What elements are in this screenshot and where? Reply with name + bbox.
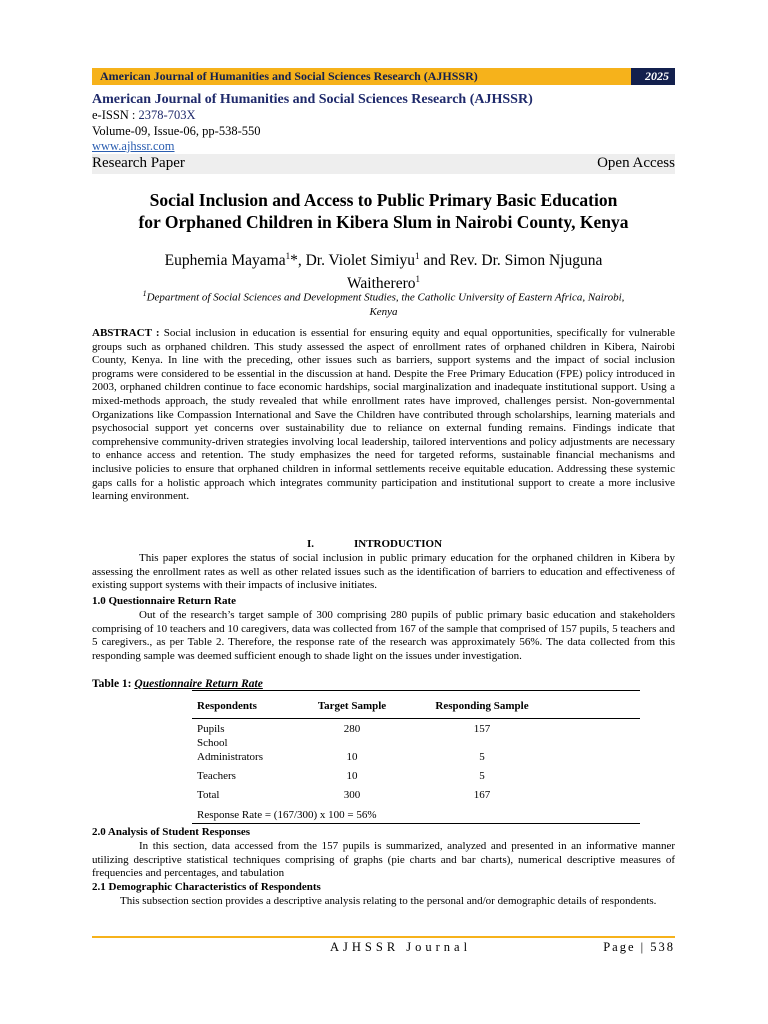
author-1: Euphemia Mayama	[164, 252, 286, 270]
journal-banner	[92, 68, 675, 85]
footer-rule	[92, 936, 675, 938]
author-3-surname: Waitherero	[347, 275, 416, 293]
header-respondents: Respondents	[197, 700, 257, 712]
header-responding: Responding Sample	[435, 700, 529, 712]
affiliation: $^1$Department of Social Sciences and Development Studies, the Catholic University of Eastern Africa, Nairobi, Kenya	[142, 289, 625, 318]
section-2-text: In this section, data accessed from the 157 pupils is summarized, analyzed and presented in an informative manner utilizing descriptive statistical techniques comprising of graphs (pie charts and bar charts), numerical descriptive measures of frequencies and percentages, and tabulation	[92, 840, 675, 880]
header-target: Target Sample	[317, 700, 387, 712]
title-line-2: for Orphaned Children in Kibera Slum in Nairobi County, Kenya	[138, 212, 629, 232]
banner-year: 2025	[631, 68, 675, 85]
abstract	[92, 327, 675, 504]
website-link[interactable]: www.ajhssr.com	[92, 139, 175, 153]
response-rate: Response Rate = (167/300) x 100 = 56%	[197, 809, 377, 821]
eissn	[92, 108, 195, 123]
intro-number: I.	[307, 538, 315, 550]
table-top-rule	[192, 690, 640, 691]
table-bottom-rule	[192, 823, 640, 824]
footer-journal: AJHSSR Journal	[330, 940, 472, 954]
eissn-value: 2378-703X	[138, 108, 196, 122]
intro-text: This paper explores the status of social inclusion in public primary education for the orphaned children in Kibera by assessing the enrollment rates as well as other related issues such as the identification of barriers to education and effectiveness of existing support systems with their impacts of inclusive initiates.	[92, 552, 675, 592]
section-2-1-text: This subsection section provides a descriptive analysis relating to the personal and/or demographic details of respondents.	[120, 895, 657, 907]
section-2-heading: 2.0 Analysis of Student Responses	[92, 826, 251, 838]
table-row: Pupils	[197, 723, 225, 735]
table-caption: Table 1: Questionnaire Return Rate	[92, 678, 263, 690]
footer-page-number: Page | 538	[603, 940, 675, 954]
table-row: Teachers	[197, 770, 236, 782]
section-2-1-heading: 2.1 Demographic Characteristics of Respondents	[92, 881, 321, 893]
paper-type: Research Paper	[92, 155, 185, 171]
authors: Euphemia Mayama$^1$*, Dr. Violet Simiyu$^1$ and Rev. Dr. Simon Njuguna Waitherero$^1$	[164, 251, 603, 293]
section-1-text: Out of the research’s target sample of 300 comprising 280 pupils of public primary basic education and stakeholders comprising of 10 teachers and 10 caregivers, data was collected from 167 of the sample that comprised of 157 pupils, 5 teachers and 5 caregivers., as per Table 2. Therefore, the response rate of the research was approximately 56%. The data collected from this responding sample was deemed sufficient enough to shade light on the issues under investigation.	[92, 609, 675, 662]
abstract-label: ABSTRACT :	[92, 327, 164, 339]
title-line-1: Social Inclusion and Access to Public Primary Basic Education	[149, 190, 618, 210]
banner-journal-title: American Journal of Humanities and Social Sciences Research (AJHSSR)	[100, 69, 478, 83]
intro-heading: INTRODUCTION	[354, 538, 443, 550]
section-1-heading: 1.0 Questionnaire Return Rate	[92, 595, 237, 607]
abstract-text: Social inclusion in education is essential for ensuring equity and equal opportunities, specifically for vulnerable groups such as orphaned children. This study assessed the aspect of enrollment rates of orphaned children in Kibera, Nairobi County, Kenya. In line with the preceding, other issues such as barriers, support systems and the impact of social inclusion programs were considered to be essential in the discussion at hand. Despite the Free Primary Education (FPE) policy introduced in 2003, orphaned children continue to face economic hardships, social marginalization and inadequate institutional support. Using a mixed-methods approach, the study revealed that while enrollment rates have improved, challenges persist. Non-governmental Organizations like Compassion International and Save the Children have contributed through scholarships, learning materials and psychosocial support yet concerns over sustainability due to reliance on external funding remains. Findings indicate that comprehensive community-driven strategies involving local leadership, tailored interventions and policy adjustments are necessary to enhance access and retention. The study emphasizes the need for targeted reforms, sustainable financial mechanisms and inclusive policies to ensure that orphaned children in informal settlements receive equitable education. Addressing these systemic gaps calls for a holistic approach which integrates community participation and institutional support to create a more inclusive learning environment.	[92, 327, 675, 503]
open-access-label: Open Access	[597, 155, 675, 171]
table-row: Administrators	[197, 751, 263, 763]
paper-title	[92, 189, 675, 233]
eissn-label: e-ISSN :	[92, 108, 139, 122]
volume-info: Volume-09, Issue-06, pp-538-550	[92, 124, 261, 138]
table-row: School	[197, 737, 228, 749]
paper-type-bar	[92, 154, 675, 174]
table-caption-title: Questionnaire Return Rate	[134, 678, 263, 690]
table-row: Total	[197, 789, 220, 801]
journal-name: American Journal of Humanities and Social Sciences Research (AJHSSR)	[92, 92, 533, 107]
table-header-rule	[192, 718, 640, 719]
